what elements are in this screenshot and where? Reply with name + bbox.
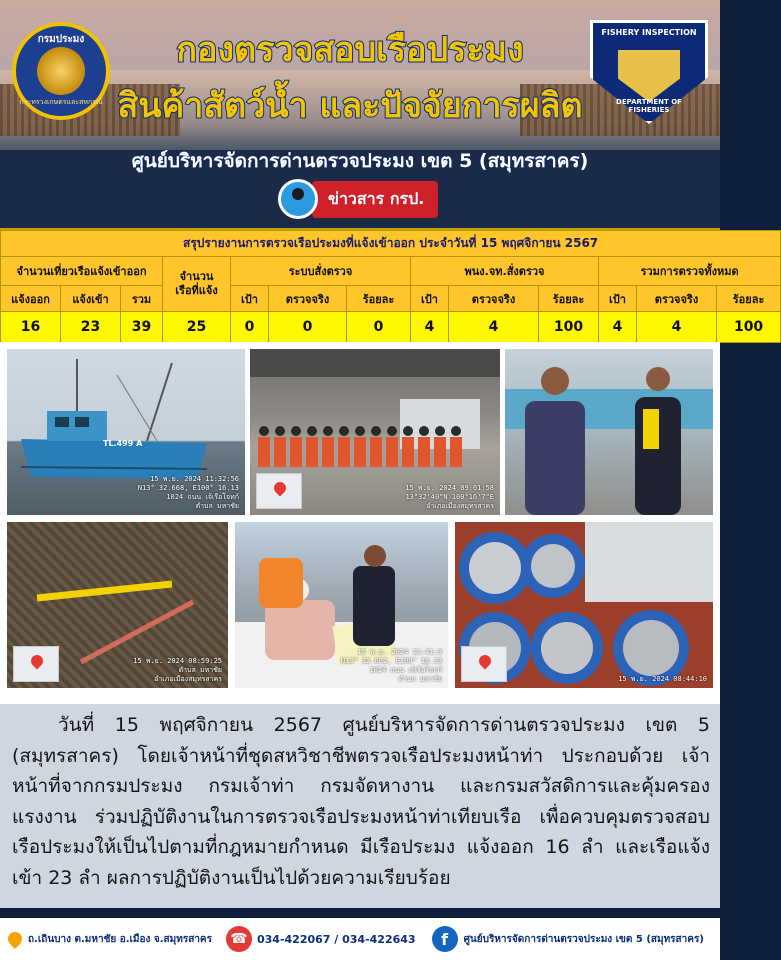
value-in: 23 — [61, 312, 121, 343]
photo-timestamp: 15 พ.ย. 2024 09:01:58 13°32'40"N 100°16'7"E อำเภอเมืองสมุทรสาคร — [405, 484, 494, 510]
logo-right-text-top: FISHERY INSPECTION — [601, 28, 697, 37]
subheader-target: เป้า — [599, 286, 637, 312]
value-tot-actual: 4 — [637, 312, 717, 343]
emblem-icon — [37, 47, 85, 95]
header-trips: จำนวนเที่ยวเรือแจ้งเข้าออก — [1, 257, 163, 286]
page-title-line2: สินค้าสัตว์น้ำ และปัจจัยการผลิต — [117, 86, 583, 126]
subheader-actual: ตรวจจริง — [449, 286, 539, 312]
header-officer-command: พนง.จท.สั่งตรวจ — [411, 257, 599, 286]
header-total-inspection: รวมการตรวจทั้งหมด — [599, 257, 781, 286]
phone-icon: ☎ — [226, 926, 252, 952]
page-subtitle: ศูนย์บริหารจัดการด่านตรวจประมง เขต 5 (สมุทรสาคร) — [131, 150, 589, 172]
value-cmd-actual: 0 — [269, 312, 347, 343]
header-notified-boats: จำนวน เรือที่แจ้ง — [163, 257, 231, 312]
news-label — [278, 180, 438, 218]
photo-timestamp: 15 พ.ย. 2024 08:44:10 — [618, 675, 707, 683]
subheader-percent: ร้อยละ — [717, 286, 781, 312]
logo-left-subtext: กระทรวงเกษตรและสหกรณ์ — [19, 98, 103, 106]
subheader-percent: ร้อยละ — [539, 286, 599, 312]
value-out: 16 — [1, 312, 61, 343]
subheader-in: แจ้งเข้า — [61, 286, 121, 312]
subheader-actual: ตรวจจริง — [637, 286, 717, 312]
subheader-percent: ร้อยละ — [347, 286, 411, 312]
footer-contact-bar — [0, 918, 720, 960]
photo-timestamp: 15 พ.ย. 2024 08:59:25 ตำบล มหาชัย อำเภอเมืองสมุทรสาคร — [133, 657, 222, 683]
news-label-text: ข่าวสาร กรป. — [312, 181, 438, 218]
value-off-percent: 100 — [539, 312, 599, 343]
photo-fish-catch — [455, 522, 713, 688]
map-thumbnail — [256, 473, 302, 509]
news-anchor-avatar-icon — [278, 179, 318, 219]
logo-right-text-bottom: DEPARTMENT OF FISHERIES — [616, 98, 682, 114]
value-off-actual: 4 — [449, 312, 539, 343]
photo-timestamp: 15 พ.ย. 2024 11:41:3 N13° 32.662, E100° 16.13 1024 ถนน เจ้เรือโจทก์ ตำบล มหาชัย — [340, 648, 442, 683]
subheader-sum: รวม — [121, 286, 163, 312]
value-sum: 39 — [121, 312, 163, 343]
footer-phone[interactable] — [212, 926, 416, 952]
fishery-inspection-logo — [590, 20, 708, 124]
facebook-icon: f — [432, 926, 458, 952]
header-banner — [0, 0, 720, 228]
subheader-actual: ตรวจจริง — [269, 286, 347, 312]
photo-crew-lineup — [250, 349, 500, 515]
value-tot-percent: 100 — [717, 312, 781, 343]
footer-facebook[interactable] — [416, 926, 704, 952]
location-pin-icon — [5, 929, 25, 949]
address-text: ถ.เถินบาง ต.มหาชัย อ.เมือง จ.สมุทรสาคร — [28, 933, 212, 945]
subheader-out: แจ้งออก — [1, 286, 61, 312]
value-tot-target: 4 — [599, 312, 637, 343]
news-paragraph: วันที่ 15 พฤศจิกายน 2567 ศูนย์บริหารจัดการด่านตรวจประมง เขต 5 (สมุทรสาคร) โดยเจ้าหน้าที่ชุดสหวิชาชีพตรวจเรือประมงหน้าท่า ประกอบด้วย เจ้าหน้าที่จากกรมประมง กรมเจ้าท่า กรมจัดหางาน และกรมสวัสดิการและคุ้มครองแรงงาน ร่วมปฏิบัติงานในการตรวจเรือประมงหน้าท่าเทียบเรือ เพื่อควบคุมตรวจสอบเรือประมงให้เป็นไปตามที่กฎหมายกำหนด มีเรือประมง แจ้งออก 16 ลำ และเรือแจ้งเข้า 23 ลำ ผลการปฏิบัติงานเป็นไปด้วยความเรียบร้อย — [12, 714, 710, 889]
boat-name: TL.499 A — [103, 439, 143, 448]
page-title-line1: กองตรวจสอบเรือประมง — [176, 30, 524, 70]
subheader-target: เป้า — [411, 286, 449, 312]
news-body — [0, 704, 720, 908]
map-thumbnail — [13, 646, 59, 682]
photo-fishing-boat — [7, 349, 245, 515]
table-caption: สรุปรายงานการตรวจเรือประมงที่แจ้งเข้าออก ประจำวันที่ 15 พฤศจิกายน 2567 — [1, 231, 781, 257]
value-off-target: 4 — [411, 312, 449, 343]
header-command-system: ระบบสั่งตรวจ — [231, 257, 411, 286]
photo-collage — [0, 342, 720, 704]
value-cmd-target: 0 — [231, 312, 269, 343]
value-cmd-percent: 0 — [347, 312, 411, 343]
photo-timestamp: 15 พ.ย. 2024 11:32:56 N13° 32.668, E100° 16.13 1024 ถนน เจ้เรือโจทก์ ตำบล มหาชัย — [137, 475, 239, 510]
phone-text[interactable]: 034-422067 / 034-422643 — [257, 932, 416, 946]
photo-officers-inspecting — [505, 349, 713, 515]
footer-address — [8, 932, 212, 947]
map-thumbnail — [461, 646, 507, 682]
value-boats: 25 — [163, 312, 231, 343]
facebook-text[interactable]: ศูนย์บริหารจัดการด่านตรวจประมง เขต 5 (สมุทรสาคร) — [463, 933, 704, 945]
photo-document-check — [235, 522, 448, 688]
logo-left-text: กรมประมง — [37, 34, 85, 45]
subheader-target: เป้า — [231, 286, 269, 312]
officers-illustration — [505, 349, 713, 515]
summary-table — [0, 228, 765, 342]
department-of-fisheries-logo — [12, 22, 110, 120]
photo-net-measurement — [7, 522, 228, 688]
